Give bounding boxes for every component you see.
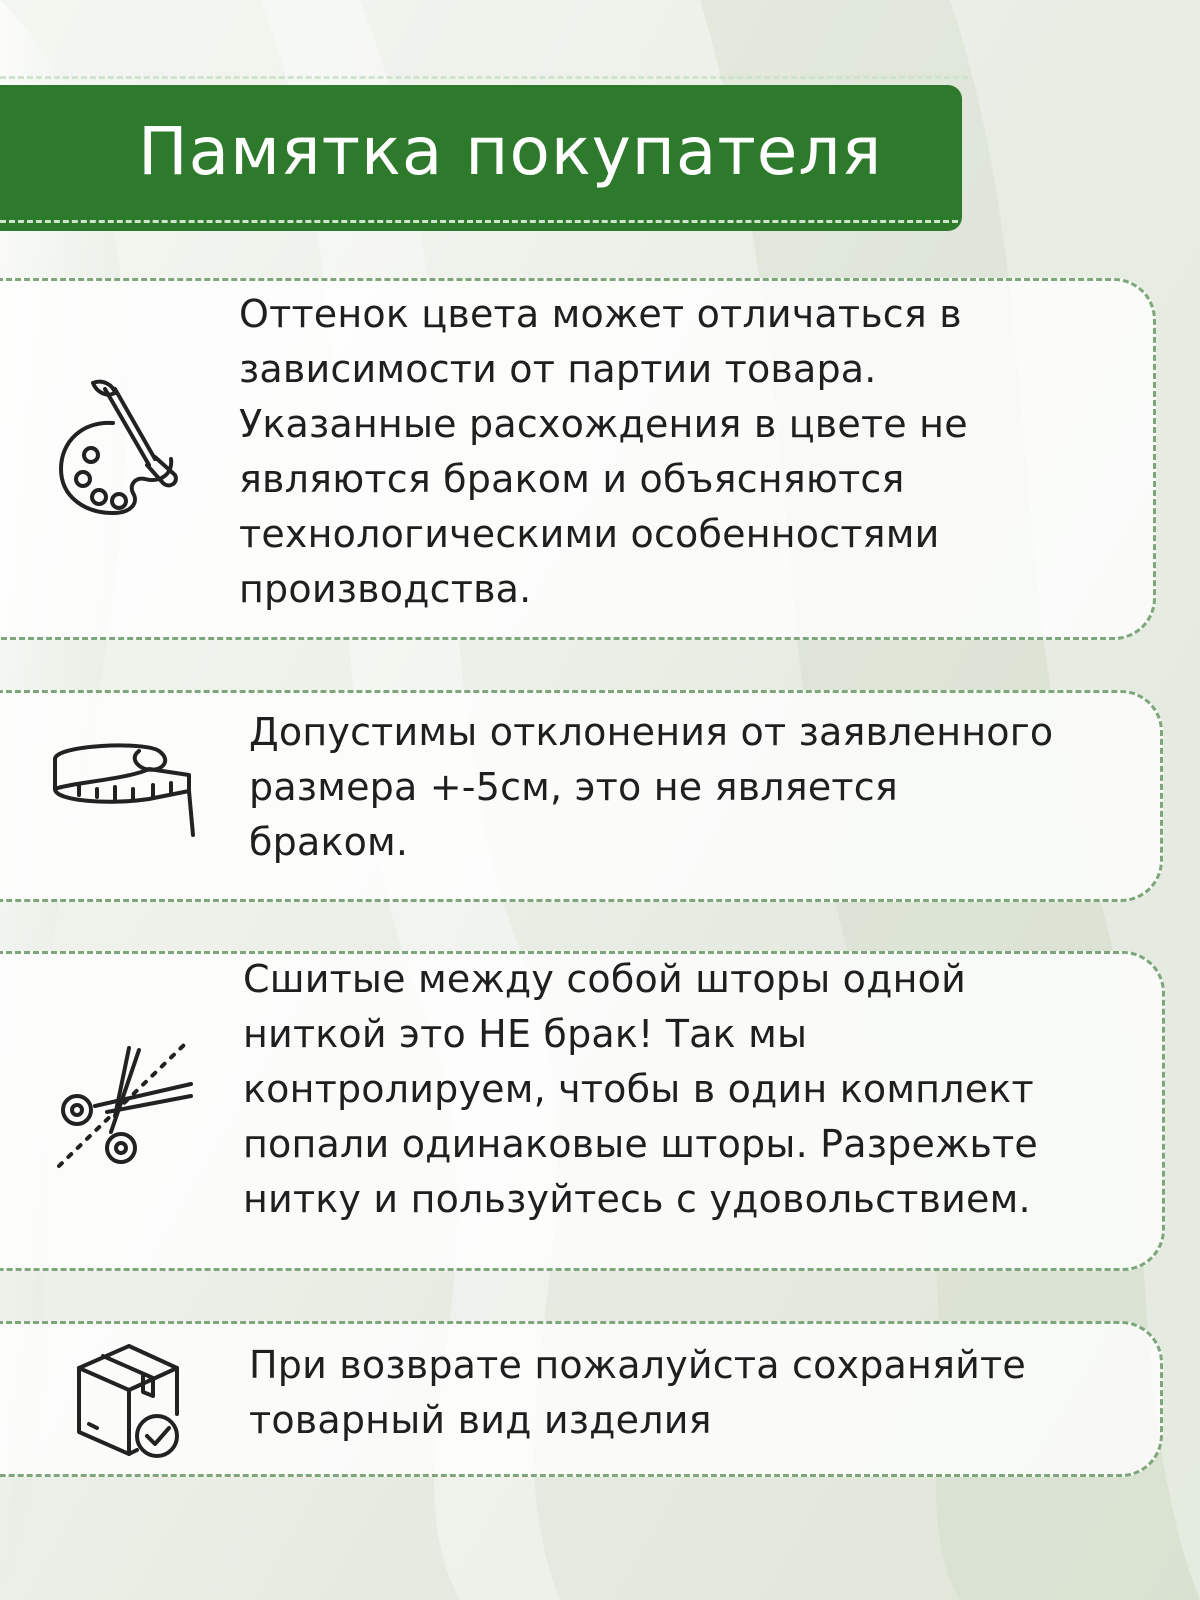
note-card-size bbox=[0, 690, 1163, 902]
scissors-icon bbox=[55, 1040, 195, 1170]
box-check-icon bbox=[73, 1340, 183, 1460]
note-text: Допустимы отклонения от заявленного размера +-5см, это не является браком. bbox=[249, 710, 1054, 864]
note-text: Сшитые между собой шторы одной ниткой это НЕ брак! Так мы контролируем, чтобы в один комплект попали одинаковые шторы. Разрежьте нитку и пользуйтесь с удовольствием. bbox=[243, 957, 1038, 1221]
note-text: При возврате пожалуйста сохраняйте товарный вид изделия bbox=[249, 1343, 1026, 1442]
note-card-thread bbox=[0, 951, 1165, 1271]
note-text: Оттенок цвета может отличаться в зависимости от партии товара. Указанные расхождения в цвете не являются браком и объясняются технологическими особенностями производства. bbox=[239, 292, 968, 611]
page-title: Памятка покупателя bbox=[138, 113, 883, 190]
note-card-return bbox=[0, 1321, 1163, 1477]
note-card-color bbox=[0, 278, 1156, 640]
header-banner bbox=[0, 85, 962, 231]
palette-brush-icon bbox=[55, 379, 185, 519]
measuring-tape-icon bbox=[49, 739, 199, 843]
